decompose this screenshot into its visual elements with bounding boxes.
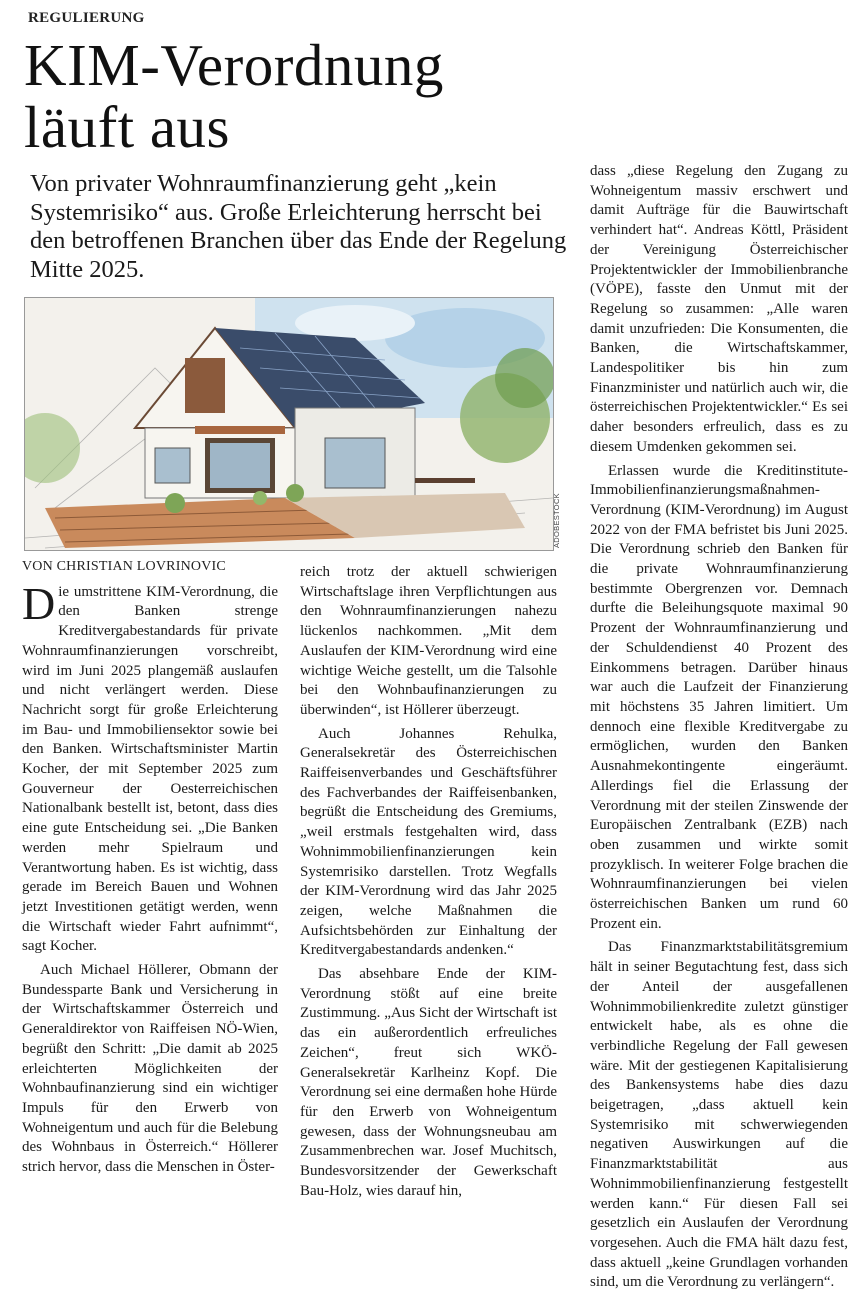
headline-line-2: läuft aus <box>24 94 231 160</box>
photo-credit: ADOBESTOCK <box>552 493 561 548</box>
paragraph: Das Finanzmarktstabilitätsgremium hält in seiner Begutachtung fest, dass sich der Anteil der ausgefallenen Wohnimmobilienkredite zuletzt günstiger entwickelt habe, als es ohne die verbindliche Regelung der Fall gewesen wäre. Mit der gestiegenen Kapitalisierung des Bankensystems habe dies dazu beigetragen, „dass aktuell kein Systemrisiko mit schwerwiegenden negativen Auswirkungen auf die Finanzmarktstabilität aus Wohnimmobilienfinanzierung festgestellt werden kann.“ Für diesen Fall sei gesetzlich ein Auslaufen der Verordnung vorgesehen. Auch die FMA hält dazu fest, dass aktuell „keine Grundlagen vorhanden sind, um die Verordnung zu verlängern“. <box>590 939 848 1291</box>
paragraph: reich trotz der aktuell schwierigen Wirtschaftslage ihren Verpflichtungen aus den Wohnraumfinanzierungen nahezu lückenlos nachkommen. „Mit dem Auslaufen der KIM-Verordnung wird eine wichtige Weiche gestellt, um die Talsohle bei den Wohnbaufinanzierungen zu überwinden“, ist Höllerer überzeugt. <box>300 564 557 718</box>
article-column-1 <box>22 557 278 1182</box>
article-column-3 <box>590 162 848 1297</box>
paragraph: dass „diese Regelung den Zugang zu Wohneigentum massiv erschwert und damit Aufträge für die Bauwirtschaft verhindert hat“. Andreas Köttl, Präsident der Vereinigung Österreichischer Projektentwickler der Immobilienbranche (VÖPE), fasste den Unmut mit der Regelung so zusammen: „Alle waren damit unzufrieden: Die Konsumenten, die Banken, die Wirtschaftskammer, Landespolitiker bis hin zum Finanzminister und natürlich auch wir, die österreichischen Projektentwickler.“ Es sei daher besonders erfreulich, dass es zu diesem Umdenken gekommen sei. <box>590 163 848 455</box>
paragraph: Das absehbare Ende der KIM-Verordnung stößt auf eine breite Zustimmung. „Aus Sicht der Wirtschaft ist das ein außerordentlich erfreuliches Zeichen“, freut sich WKÖ-Generalsekretär Karlheinz Kopf. Die Verordnung sei eine dermaßen hohe Hürde für den Erwerb von Wohneigentum gewesen, dass der Wohnungsneubau am Zusammenbrechen war. Josef Muchitsch, Bundesvorsitzender der Gewerkschaft Bau-Holz, wies darauf hin, <box>300 966 557 1199</box>
headline-line-1: KIM-Verordnung <box>24 32 444 98</box>
headline <box>24 34 444 158</box>
paragraph: Erlassen wurde die Kreditinstitute-Immobilienfinanzierungsmaßnahmen-Verordnung (KIM-Verordnung) im August 2022 von der FMA befristet bis Juni 2025. Die Verordnung schrieb den Banken für die private Wohnraumfinanzierung bestimmte Obergrenzen vor. Demnach durfte die Beleihungsquote maximal 90 Prozent der Wohnraumfinanzierung und der Schuldendienst 40 Prozent des Einkommens betragen. Darüber hinaus war auch die Laufzeit der Finanzierung mit höchstens 35 Jahren limitiert. Um dennoch eine flexible Kreditvergabe zu ermöglichen, wurden den Banken Ausnahmekontingente eingeräumt. Allerdings fiel die Erlassung der Verordnung mit der steilen Zinswende der Europäischen Zentralbank (EZB) nach oben zusammen und wirkte somit prozyklisch. In weiterer Folge brachen die Wohnraumfinanzierungen bei vielen österreichischen Banken um rund 60 Prozent ein. <box>590 462 848 932</box>
paragraph: Auch Johannes Rehulka, Generalsekretär des Österreichischen Raiffeisenverbandes und Geschäftsführer des Fachverbandes der Raiffeisenbanken, begrüßt die Entscheidung des Gremiums, „weil erstmals festgehalten wird, dass Wohnimmobilienfinanzierungen kein Systemrisiko darstellen. Trotz Wegfalls der KIM-Verordnung wird das Jahr 2025 zeigen, welche Maßnahmen die Aufsichtsbehörden zur Einhaltung der Kreditvergabestandards andenken.“ <box>300 725 557 959</box>
paragraph: Auch Michael Höllerer, Obmann der Bundessparte Bank und Versicherung in der Wirtschaftskammer Österreich und Generaldirektor von Raiffeisen NÖ-Wien, begrüßt den Schritt: „Die damit ab 2025 erleichterten Möglichkeiten der Wohnbaufinanzierung sind ein wichtiger Impuls für den Erwerb von Wohneigentum und auch für die Belebung des Wohnbaus in Österreich.“ Höllerer strich hervor, dass die Menschen in Öster- <box>22 962 278 1176</box>
drop-cap: D <box>22 577 56 629</box>
article-photo-house-solar <box>24 297 554 551</box>
byline: VON CHRISTIAN LOVRINOVIC <box>22 559 226 574</box>
article-column-2 <box>300 563 557 1206</box>
section-kicker: REGULIERUNG <box>28 10 145 26</box>
subheadline: Von privater Wohnraumfinanzierung geht „kein Systemrisiko“ aus. Große Erleichterung herrscht bei den betroffenen Branchen über das Ende der Regelung Mitte 2025. <box>30 170 567 283</box>
paragraph: Die umstrittene KIM-Verordnung, die den Banken strenge Kreditvergabestandards für private Wohnraumfinanzierungen vorschreibt, wird im Juni 2025 plangemäß auslaufen und nicht verlängert werden. Diese Nachricht sorgt für große Erleichterung im Bau- und Immobiliensektor sowie bei den Banken. Wirtschaftsminister Martin Kocher, der mit September 2025 zum Gouverneur der Oesterreichischen Nationalbank bestellt ist, betont, dass dies eine gute Entscheidung sei. „Die Banken werden mehr Spielraum und Verantwortung haben. Es ist wichtig, dass gerade im Bereich Bauen und Wohnen jetzt Investitionen getätigt werden, wenn die Wirtschaft wieder Fahrt aufnimmt“, sagt Kocher. <box>22 577 278 955</box>
